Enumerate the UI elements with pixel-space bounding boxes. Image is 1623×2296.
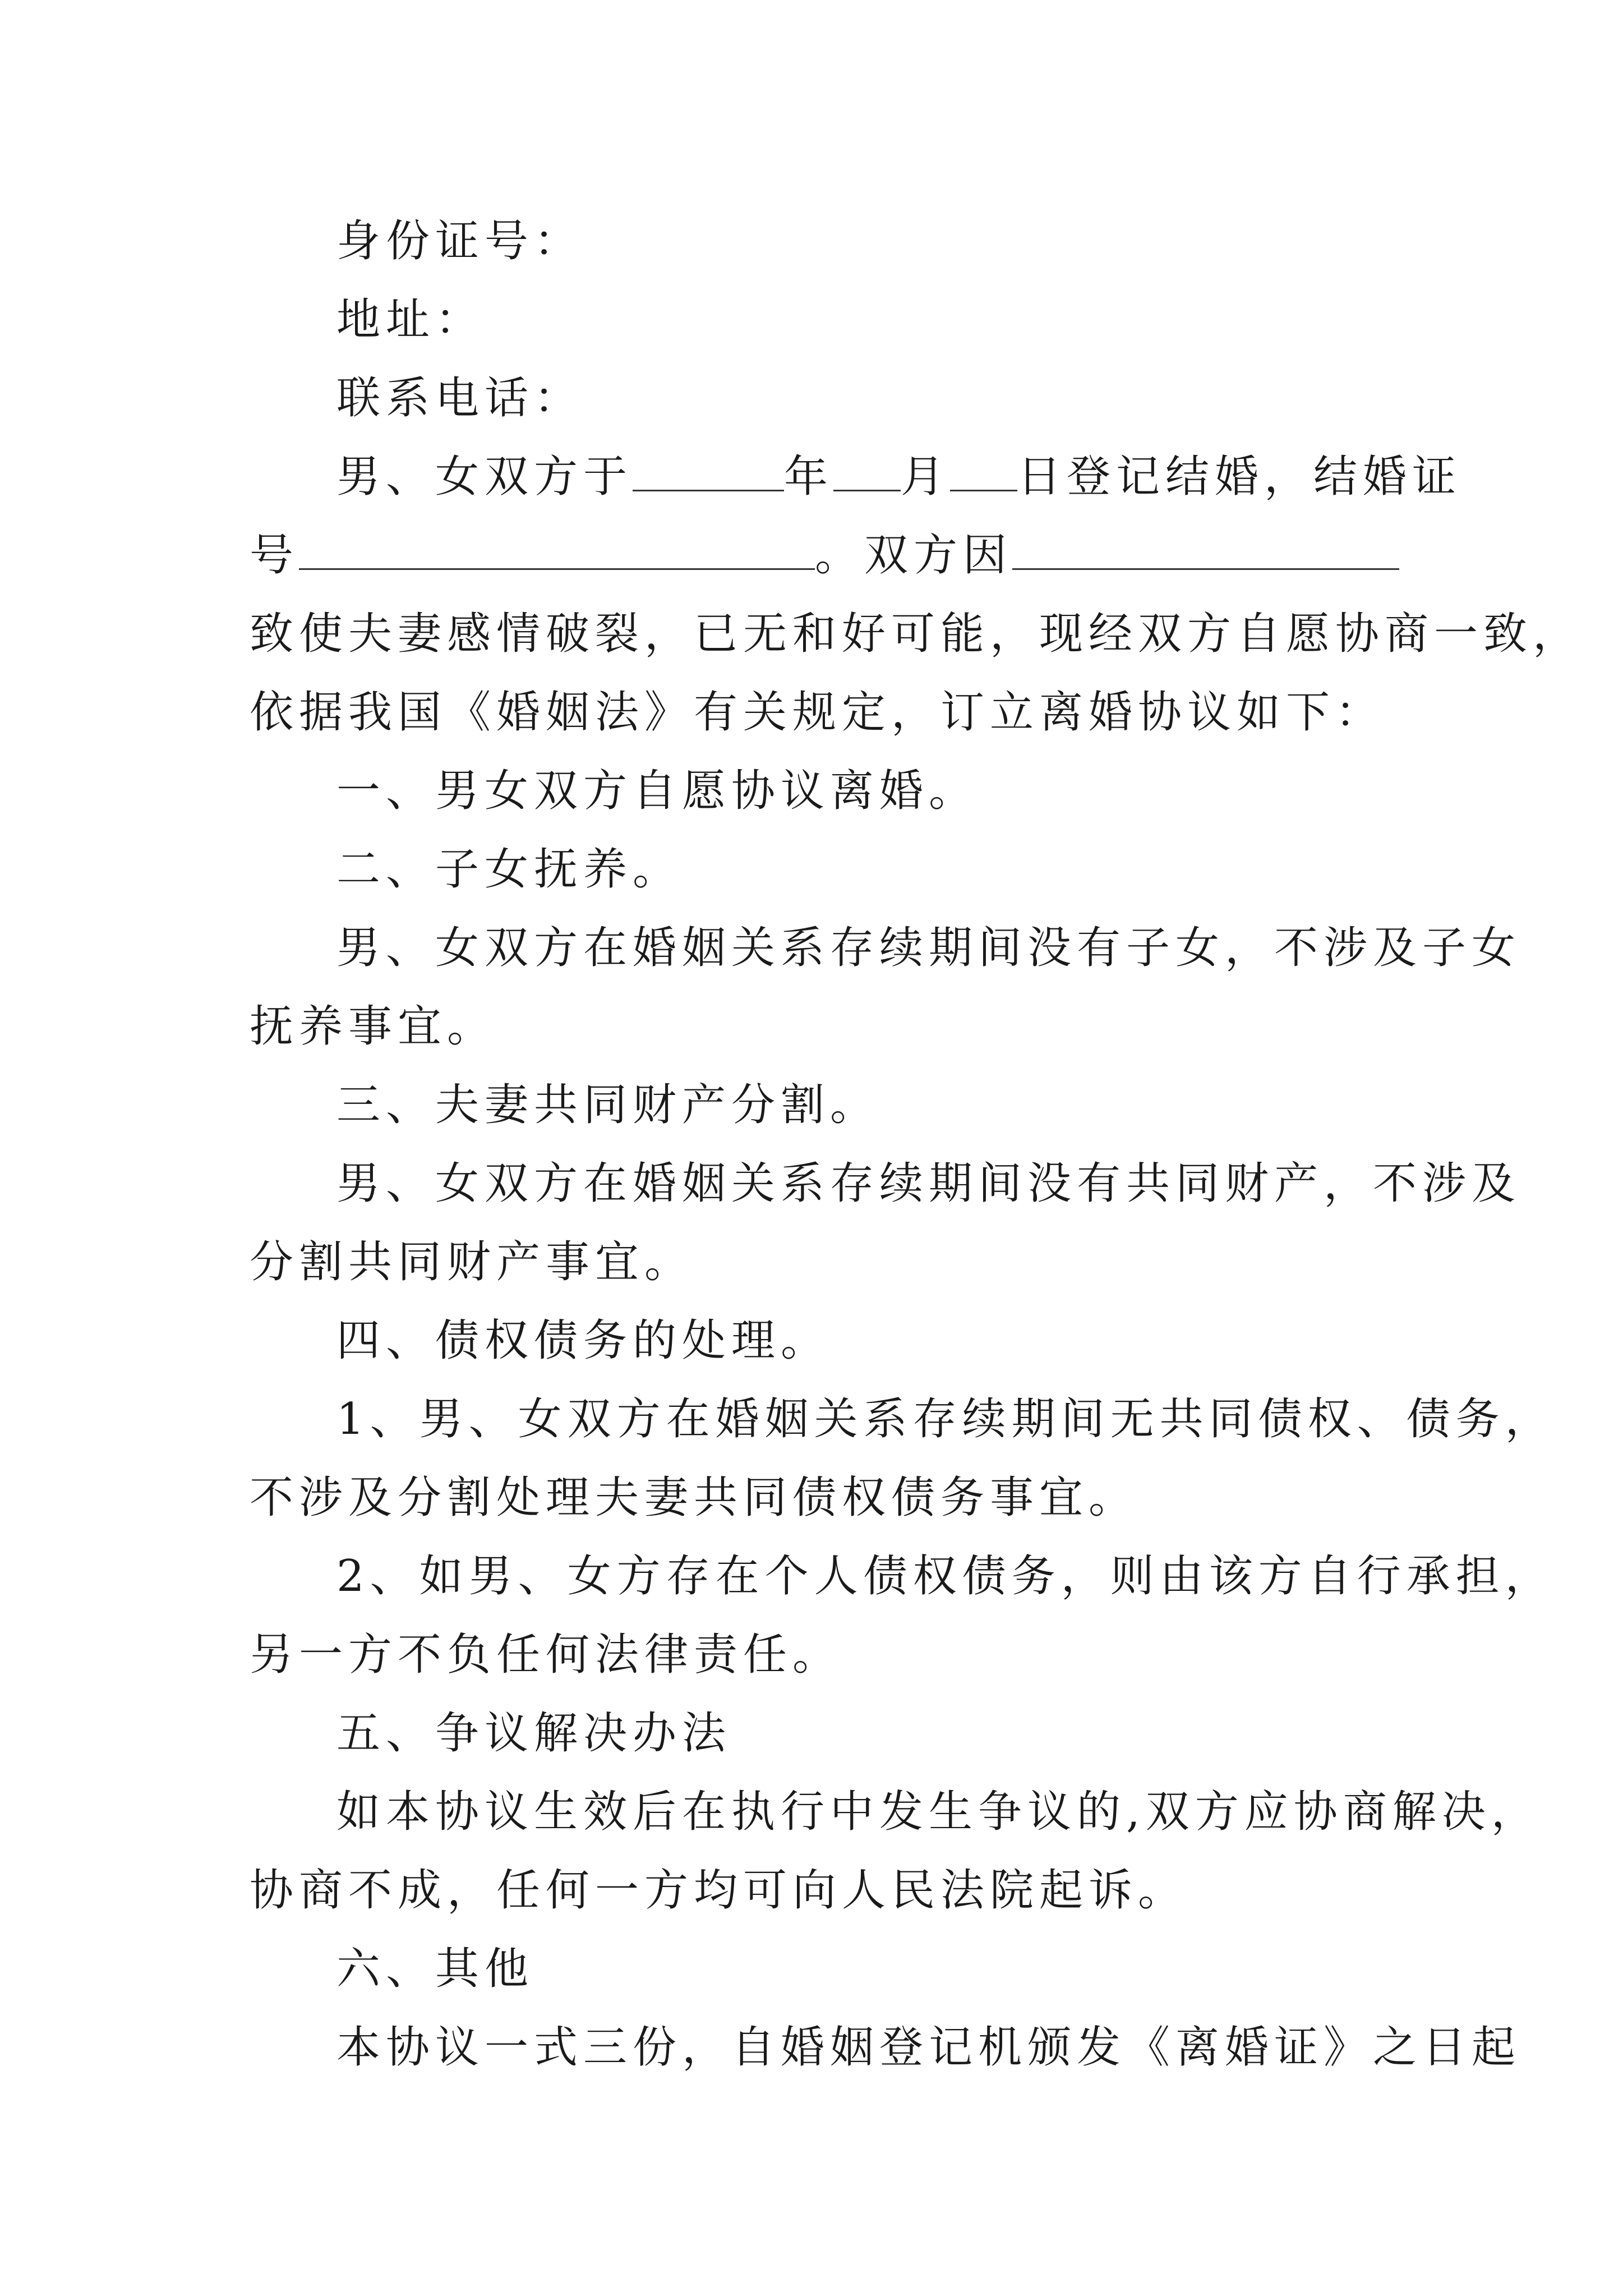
paragraph-line: 分割共同财产事宜。 — [250, 1237, 694, 1287]
section-heading: 六、其他 — [336, 1944, 534, 1994]
month-blank — [833, 450, 901, 491]
paragraph-line: 如本协议生效后在执行中发生争议的,双方应协商解决， — [336, 1787, 1541, 1837]
cause-blank — [1012, 529, 1399, 570]
id-number-label: 身份证号： — [336, 216, 584, 266]
section-heading: 三、夫妻共同财产分割。 — [336, 1080, 880, 1130]
paragraph-line: 男、女双方在婚姻关系存续期间没有共同财产，不涉及 — [336, 1158, 1521, 1209]
year-blank — [633, 450, 784, 491]
certificate-no-text: 号 — [250, 530, 299, 581]
day-text: 日登记结婚，结婚证 — [1017, 452, 1462, 502]
day-blank — [950, 450, 1017, 491]
paragraph-line: 2、如男、女方存在个人债权债务，则由该方自行承担， — [336, 1551, 1555, 1602]
section-heading: 五、争议解决办法 — [336, 1708, 732, 1759]
marriage-date-line — [336, 449, 1461, 505]
paragraph-line: 另一方不负任何法律责任。 — [250, 1630, 842, 1680]
paragraph-line: 依据我国《婚姻法》有关规定，订立离婚协议如下： — [250, 687, 1385, 738]
section-heading: 二、子女抚养。 — [336, 844, 683, 895]
paragraph-line: 1、男、女双方在婚姻关系存续期间无共同债权、债务， — [336, 1394, 1555, 1444]
marriage-date-text: 男、女双方于 — [336, 452, 633, 502]
section-heading: 四、债权债务的处理。 — [336, 1315, 831, 1366]
year-text: 年 — [784, 452, 834, 502]
paragraph-line: 不涉及分割处理夫妻共同债权债务事宜。 — [250, 1473, 1138, 1523]
certificate-number-blank — [299, 529, 815, 570]
paragraph-line: 致使夫妻感情破裂，已无和好可能，现经双方自愿协商一致， — [250, 609, 1583, 659]
paragraph-line: 本协议一式三份，自婚姻登记机颁发《离婚证》之日起 — [336, 2022, 1521, 2073]
phone-label: 联系电话： — [336, 373, 584, 424]
paragraph-line: 协商不成，任何一方均可向人民法院起诉。 — [250, 1865, 1188, 1916]
month-text: 月 — [901, 452, 951, 502]
cause-text: 。双方因 — [815, 530, 1013, 581]
paragraph-line: 抚养事宜。 — [250, 1001, 497, 1052]
section-heading: 一、男女双方自愿协议离婚。 — [336, 766, 979, 816]
paragraph-line: 男、女双方在婚姻关系存续期间没有子女，不涉及子女 — [336, 923, 1521, 973]
certificate-line — [250, 527, 1399, 583]
address-label: 地址： — [336, 295, 485, 345]
